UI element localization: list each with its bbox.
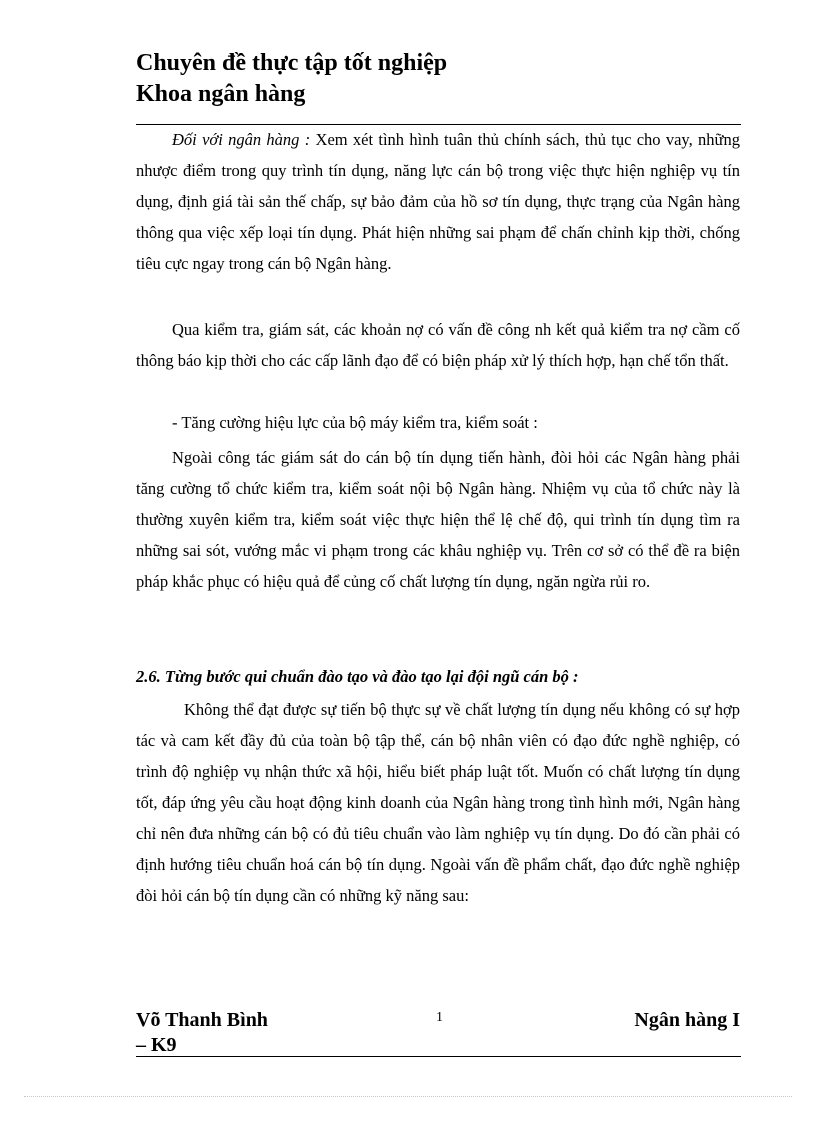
paragraph-internal-audit xyxy=(136,442,740,597)
page-edge-dotted-line xyxy=(24,1096,792,1097)
paragraph-text: Không thể đạt được sự tiến bộ thực sự về chất lượng tín dụng nếu không có sự hợp tác và cam kết đầy đủ của toàn bộ tập thể, cán bộ nhân viên có đạo đức nghề nghiệp, có trình độ nghiệp vụ nhận thức xã hội, hiểu biết pháp luật tốt. Muốn có chất lượng tín dụng tốt, đáp ứng yêu cầu hoạt động kinh doanh của Ngân hàng trong tình hình mới, Ngân hàng chỉ nên đưa những cán bộ có đủ tiêu chuẩn vào làm nghiệp vụ tín dụng. Do đó cần phải có định hướng tiêu chuẩn hoá cán bộ tín dụng. Ngoài vấn đề phẩm chất, đạo đức nghề nghiệp đòi hỏi cán bộ tín dụng cần có những kỹ năng sau: xyxy=(136,700,740,905)
footer-author xyxy=(136,1008,306,1058)
paragraph-bank-review xyxy=(136,124,740,279)
section-heading: 2.6. Từng bước qui chuẩn đào tạo và đào tạo lại đội ngũ cán bộ : xyxy=(136,667,579,686)
footer-divider xyxy=(136,1056,741,1057)
paragraph-text: Ngoài công tác giám sát do cán bộ tín dụng tiến hành, đòi hỏi các Ngân hàng phải tăng cường tổ chức kiểm tra, kiểm soát nội bộ Ngân hàng. Nhiệm vụ của tổ chức này là thường xuyên kiểm tra, kiểm soát việc thực hiện thể lệ chế độ, qui trình tín dụng tìm ra những sai sót, vướng mắc vi phạm trong các khâu nghiệp vụ. Trên cơ sở có thể đề ra biện pháp khắc phục có hiệu quả để củng cố chất lượng tín dụng, ngăn ngừa rủi ro. xyxy=(136,448,740,591)
paragraph-text: Xem xét tình hình tuân thủ chính sách, thủ tục cho vay, những nhược điểm trong quy trình tín dụng, năng lực cán bộ trong việc thực hiện nghiệp vụ tín dụng, định giá tài sản thế chấp, sự bảo đảm của hồ sơ tín dụng, thực trạng của Ngân hàng thông qua việc xếp loại tín dụng. Phát hiện những sai phạm để chấn chỉnh kịp thời, chống tiêu cực ngay trong cán bộ Ngân hàng. xyxy=(136,130,740,273)
paragraph-inspection xyxy=(136,314,740,376)
page-number: 1 xyxy=(436,1010,443,1025)
footer-department: Ngân hàng I xyxy=(634,1009,740,1031)
author-class: – K9 xyxy=(136,1034,177,1056)
paragraph-text: Qua kiểm tra, giám sát, các khoản nợ có vấn đề công nh kết quả kiểm tra nợ cầm cố thông báo kịp thời cho các cấp lãnh đạo để có biện pháp xử lý thích hợp, hạn chế tổn thất. xyxy=(136,320,740,370)
author-name: Võ Thanh Bình xyxy=(136,1009,268,1031)
paragraph-control-heading xyxy=(136,407,740,438)
paragraph-training xyxy=(136,694,740,911)
paragraph-text: - Tăng cường hiệu lực của bộ máy kiểm tra, kiểm soát : xyxy=(172,413,538,432)
document-title: Chuyên đề thực tập tốt nghiệp xyxy=(136,50,448,76)
page-header xyxy=(136,48,740,110)
faculty-title: Khoa ngân hàng xyxy=(136,81,306,107)
paragraph-lead: Đối với ngân hàng : xyxy=(172,130,311,149)
